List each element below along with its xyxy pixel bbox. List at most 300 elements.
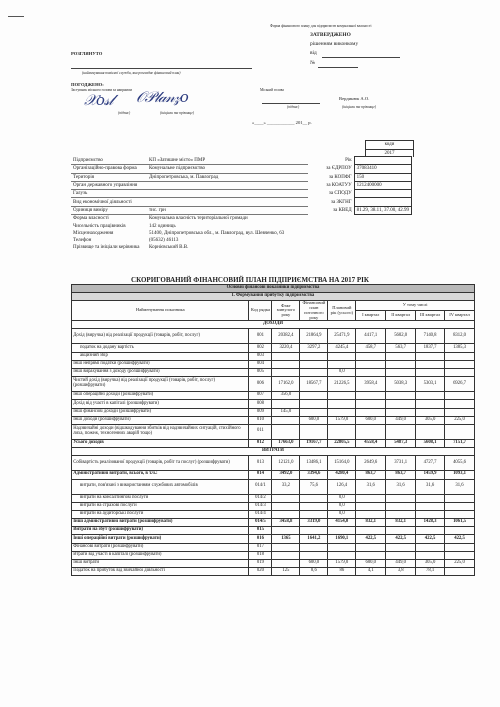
- table-row: [72, 400, 475, 408]
- mayor-sign-caption: (підпис): [287, 105, 300, 109]
- row-value: 1837,7: [416, 344, 445, 352]
- row-value: [416, 502, 445, 510]
- name-caption: (ініціали та прізвище): [160, 111, 195, 115]
- row-code: 017: [249, 543, 272, 551]
- info-code-value: [354, 244, 411, 251]
- header-row: [72, 301, 475, 311]
- table-row: [72, 360, 475, 368]
- row-value: [272, 510, 300, 518]
- row-value: [300, 424, 328, 439]
- row-value: 422,5: [445, 535, 475, 543]
- table-row: [72, 352, 475, 360]
- info-row: [71, 190, 412, 198]
- info-value: 51400, Дніпропетровська обл., м. Павлоград, вул. Шевченко, 63: [149, 230, 285, 236]
- row-value: [300, 408, 328, 416]
- row-value: [386, 510, 416, 518]
- info-label: Телефон: [73, 238, 92, 244]
- row-value: [416, 392, 445, 400]
- info-code-value: [354, 215, 411, 223]
- info-label: Галузь: [71, 190, 147, 198]
- row-value: 31,6: [445, 479, 475, 494]
- row-value: [416, 400, 445, 408]
- info-code-value: [354, 157, 411, 165]
- row-value: 600,0: [300, 560, 328, 568]
- row-value: [272, 560, 300, 568]
- info-row: [71, 165, 412, 173]
- row-value: [300, 400, 328, 408]
- year-value: 2017: [366, 149, 413, 158]
- info-row: [71, 222, 412, 229]
- date-placeholder: «____» ____________ 201__ р.: [252, 120, 312, 125]
- row-name: витрати на страхові послуги: [72, 502, 249, 510]
- row-name: Податок на прибуток від звичайної діяльності: [72, 568, 249, 576]
- row-value: 225,0: [445, 416, 475, 424]
- info-row: [71, 173, 412, 181]
- row-value: [445, 400, 475, 408]
- info-value: тис. грн: [147, 206, 308, 214]
- row-code: 015: [249, 527, 272, 535]
- info-value: Комунальна власність територіальної громади: [149, 216, 248, 222]
- row-value: 1579,0: [328, 416, 356, 424]
- row-value: [356, 400, 386, 408]
- table-row: [72, 494, 475, 502]
- mayor-name-caption: (ініціали та прізвище): [342, 105, 377, 109]
- row-value: [328, 360, 356, 368]
- corner-mark: [8, 16, 24, 17]
- info-label: Територія: [71, 173, 147, 181]
- mayor-sign-line: [262, 103, 320, 104]
- row-value: [272, 416, 300, 424]
- info-code-label: за ЄДРПОУ: [326, 166, 352, 172]
- row-value: [328, 543, 356, 551]
- row-code: 014/5: [249, 519, 272, 527]
- row-value: [416, 424, 445, 439]
- info-label: Місцезнаходження: [73, 230, 114, 236]
- row-code: 010: [249, 416, 272, 424]
- row-value: 3297,2: [300, 344, 328, 352]
- row-value: [416, 408, 445, 416]
- from-line: [322, 57, 400, 58]
- row-value: [445, 543, 475, 551]
- row-value: 0,0: [328, 494, 356, 502]
- row-value: 75,6: [300, 479, 328, 494]
- info-row: [71, 244, 412, 251]
- row-value: 4,1: [356, 568, 386, 576]
- row-value: 832,1: [386, 519, 416, 527]
- row-value: 7151,7: [445, 439, 475, 447]
- row-value: [356, 369, 386, 377]
- row-value: [416, 360, 445, 368]
- row-value: [272, 494, 300, 502]
- row-value: [445, 360, 475, 368]
- row-code: 003: [249, 352, 272, 360]
- row-value: 1428,3: [416, 519, 445, 527]
- info-code-label: [308, 222, 355, 229]
- row-value: [445, 424, 475, 439]
- number-line: [318, 67, 358, 68]
- section-expenses: ВИТРАТИ: [72, 448, 475, 456]
- section-row: [72, 321, 475, 329]
- row-value: 15164,0: [328, 456, 356, 471]
- row-value: 3731,1: [386, 456, 416, 471]
- row-value: 19167,7: [300, 439, 328, 447]
- row-value: [416, 543, 445, 551]
- info-value: КП «Затишне місто» ПМР: [147, 157, 308, 165]
- row-value: 3492,0: [272, 471, 300, 479]
- info-code-value: 81.29, 38.11, 37.00, 42.99: [354, 206, 411, 214]
- row-value: 86: [328, 568, 356, 576]
- row-value: [356, 502, 386, 510]
- row-value: [445, 352, 475, 360]
- row-value: [300, 392, 328, 400]
- info-code-label: [308, 237, 355, 244]
- row-name: Інші вирахування з доходу (розшифрувати): [72, 369, 249, 377]
- row-value: 3958,4: [356, 377, 386, 392]
- row-value: 31,6: [416, 479, 445, 494]
- info-row: [71, 181, 412, 189]
- band-row: [72, 293, 475, 301]
- enterprise-info-table: [71, 156, 412, 252]
- row-code: 019: [249, 560, 272, 568]
- zatverdzheno-label: ЗАТВЕРДЖЕНО: [310, 32, 351, 38]
- section-row: [72, 448, 475, 456]
- row-value: [272, 369, 300, 377]
- row-value: 31,6: [356, 479, 386, 494]
- row-code: 002: [249, 344, 272, 352]
- row-name: Чистий дохід (виручка) від реалізації продукції (товарів, робіт, послуг) (розшифрувати): [72, 377, 249, 392]
- table-row: [72, 377, 475, 392]
- row-value: [416, 527, 445, 535]
- row-value: 22805,5: [328, 439, 356, 447]
- info-code-value: [354, 198, 411, 206]
- info-row: [71, 237, 412, 244]
- row-code: 014/3: [249, 502, 272, 510]
- row-value: 225,0: [445, 560, 475, 568]
- row-name: Адміністративні витрати, всього, в т.ч.:: [72, 471, 249, 479]
- row-value: 5038,3: [386, 377, 416, 392]
- signature-caption: (підпис): [118, 111, 131, 115]
- table-row: [72, 551, 475, 559]
- row-value: [272, 527, 300, 535]
- row-name: Дохід від участі в капіталі (розшифрувати): [72, 400, 249, 408]
- table-row: [72, 568, 475, 576]
- info-value: Комунальне підприємство: [147, 165, 308, 173]
- row-value: 1365: [272, 535, 300, 543]
- row-value: [300, 527, 328, 535]
- row-code: 020: [249, 568, 272, 576]
- row-value: [416, 510, 445, 518]
- row-code: 014/4: [249, 510, 272, 518]
- info-code-label: [308, 215, 355, 223]
- rozhlianuto-label: РОЗГЛЯНУТО: [71, 51, 103, 56]
- band-row: [72, 285, 475, 293]
- row-value: [300, 543, 328, 551]
- info-code-value: [354, 237, 411, 244]
- row-code: 007: [249, 392, 272, 400]
- info-code-label: за КВЕД: [333, 207, 352, 213]
- row-value: 1459,9: [416, 471, 445, 479]
- row-value: [416, 369, 445, 377]
- row-value: 600,0: [356, 416, 386, 424]
- row-name: акцизний збір: [72, 352, 249, 360]
- info-code-label: за ЗКГНГ: [330, 199, 352, 205]
- decision-label: рішенням виконкому: [310, 41, 359, 47]
- info-row: [71, 198, 412, 206]
- row-value: [386, 408, 416, 416]
- table-row: [72, 416, 475, 424]
- row-value: [328, 408, 356, 416]
- row-value: 25471,9: [328, 329, 356, 344]
- row-value: 33,2: [272, 479, 300, 494]
- table-row: [72, 344, 475, 352]
- row-value: [300, 352, 328, 360]
- row-value: 125: [272, 568, 300, 576]
- row-value: [300, 502, 328, 510]
- row-value: [386, 369, 416, 377]
- col-plan-year: Плановий рік (усього): [328, 301, 356, 321]
- table-row: [72, 543, 475, 551]
- info-value: [147, 190, 308, 198]
- row-value: [356, 424, 386, 439]
- row-name: Надзвичайні доходи (відшкодування збитків від надзвичайних ситуацій, стихійного лиха, пожеж, техногенних аварій тощо): [72, 424, 249, 439]
- appendix-note: Форма фінансового плану для підприємств комунальної власності: [270, 24, 372, 28]
- info-label: Вид економічної діяльності: [71, 198, 147, 206]
- row-value: 422,5: [356, 535, 386, 543]
- info-row: [71, 157, 412, 165]
- row-value: [416, 551, 445, 559]
- row-value: [445, 568, 475, 576]
- band-profit-formation: І. Формування прибутку підприємства: [72, 293, 475, 301]
- row-value: [386, 494, 416, 502]
- table-row: [72, 560, 475, 568]
- table-row: [72, 479, 475, 494]
- row-value: [272, 543, 300, 551]
- row-value: 863,7: [386, 471, 416, 479]
- row-value: [356, 527, 386, 535]
- row-value: 832,1: [356, 519, 386, 527]
- row-code: 004: [249, 360, 272, 368]
- row-value: 3458,8: [272, 519, 300, 527]
- row-value: [445, 551, 475, 559]
- signature-1: 𝒳𝑜𝓈𝓁: [84, 91, 113, 109]
- row-value: [386, 352, 416, 360]
- info-label: Форма власності: [73, 216, 109, 222]
- row-value: 4245,4: [328, 344, 356, 352]
- row-code: 014/2: [249, 494, 272, 502]
- row-value: [272, 352, 300, 360]
- row-value: 0,0: [328, 510, 356, 518]
- row-value: 3,8: [386, 568, 416, 576]
- info-row: [71, 206, 412, 214]
- table-row: [72, 502, 475, 510]
- info-label: Прізвище та ініціали керівника: [73, 245, 140, 251]
- row-value: 4727,7: [416, 456, 445, 471]
- row-value: [328, 392, 356, 400]
- row-code: 012: [249, 439, 272, 447]
- mayor-name: Вердинюк А.О.: [339, 96, 370, 101]
- info-value: [147, 198, 308, 206]
- row-value: 4558,4: [356, 439, 386, 447]
- row-value: 145,0: [272, 408, 300, 416]
- row-name: Інші адміністративні витрати (розшифрувати): [72, 519, 249, 527]
- table-row: [72, 519, 475, 527]
- row-value: 3394,6: [300, 471, 328, 479]
- reviewed-caption: (найменування помісної служби, яка розглядає фінансовий план): [82, 71, 181, 75]
- row-name: витрати на аудиторські послуги: [72, 510, 249, 518]
- info-code-value: [354, 190, 411, 198]
- row-value: 4055,6: [445, 456, 475, 471]
- row-value: 600,0: [300, 416, 328, 424]
- number-label: №: [310, 60, 316, 66]
- row-code: 009: [249, 408, 272, 416]
- row-name: Втрати від участі в капіталі (розшифрувати): [72, 551, 249, 559]
- col-fin-plan: Фінансовий план поточного року: [300, 301, 328, 321]
- table-row: [72, 439, 475, 447]
- row-value: 0,0: [328, 369, 356, 377]
- reviewed-line: [71, 68, 252, 69]
- row-value: 18567,7: [300, 377, 328, 392]
- row-code: 014: [249, 471, 272, 479]
- row-name: Собівартість реалізованої продукції (товарів, робіт та послуг) (розшифрувати): [72, 456, 249, 471]
- row-value: [356, 551, 386, 559]
- info-label: Орган державного управління: [71, 181, 147, 189]
- row-value: [445, 408, 475, 416]
- col-q2: ІІ квартал: [386, 311, 416, 321]
- from-label: від: [310, 50, 317, 56]
- col-indicator: Найменування показника: [72, 301, 249, 321]
- table-row: [72, 471, 475, 479]
- row-name: Інші витрати: [72, 560, 249, 568]
- row-value: [272, 360, 300, 368]
- row-value: [272, 551, 300, 559]
- row-value: 422,5: [416, 535, 445, 543]
- table-row: [72, 424, 475, 439]
- info-code-value: [354, 222, 411, 229]
- row-value: 1641,2: [300, 535, 328, 543]
- row-value: 305,0: [416, 560, 445, 568]
- row-value: 5602,0: [386, 329, 416, 344]
- row-value: [300, 510, 328, 518]
- info-code-value: 37083410: [354, 165, 411, 173]
- row-value: [445, 494, 475, 502]
- pohodzheno-label: ПОГОДЖЕНО:: [71, 82, 104, 87]
- info-row: [71, 230, 412, 237]
- row-value: 4154,0: [328, 519, 356, 527]
- row-value: 13486,1: [300, 456, 328, 471]
- row-value: 563,7: [386, 344, 416, 352]
- info-rows: [71, 157, 412, 252]
- row-code: 018: [249, 551, 272, 559]
- row-value: 356,0: [272, 392, 300, 400]
- table-row: [72, 456, 475, 471]
- row-value: 21226,5: [328, 377, 356, 392]
- row-value: 0,0: [328, 502, 356, 510]
- table-row: [72, 329, 475, 344]
- row-code: 016: [249, 535, 272, 543]
- row-value: [386, 502, 416, 510]
- row-value: [356, 510, 386, 518]
- row-value: [356, 360, 386, 368]
- table-row: [72, 392, 475, 400]
- row-code: 001: [249, 329, 272, 344]
- info-value: [147, 181, 308, 189]
- row-value: [356, 392, 386, 400]
- info-code-value: 150: [354, 173, 411, 181]
- col-quarters-group: У тому числі: [356, 301, 475, 311]
- row-value: 4280,4: [328, 471, 356, 479]
- row-value: [416, 352, 445, 360]
- row-value: 4417,1: [356, 329, 386, 344]
- deputy-head-label: Заступник міського голови за напрямом: [71, 88, 132, 92]
- col-code: Код рядка: [249, 301, 272, 321]
- info-label: Підприємство: [71, 157, 147, 165]
- row-value: [445, 369, 475, 377]
- row-value: 1061,5: [445, 519, 475, 527]
- row-value: [300, 369, 328, 377]
- row-value: [356, 543, 386, 551]
- info-code-label: Рік: [345, 158, 352, 164]
- row-value: [356, 494, 386, 502]
- row-name: Дохід (виручка) від реалізації продукції (товарів, робіт, послуг): [72, 329, 249, 344]
- row-value: 1579,0: [328, 560, 356, 568]
- row-value: [386, 551, 416, 559]
- row-code: 014/1: [249, 479, 272, 494]
- table-row: [72, 510, 475, 518]
- row-value: 6926,7: [445, 377, 475, 392]
- row-code: 006: [249, 377, 272, 392]
- row-value: [356, 408, 386, 416]
- row-value: [300, 551, 328, 559]
- row-value: [445, 392, 475, 400]
- row-value: [328, 400, 356, 408]
- section-income: ДОХОДИ: [72, 321, 475, 329]
- info-value: Дніпропетровська, м. Павлоград: [147, 173, 308, 181]
- table-row: [72, 527, 475, 535]
- row-value: [272, 400, 300, 408]
- row-value: [328, 424, 356, 439]
- info-code-value: [354, 230, 411, 237]
- row-value: [328, 551, 356, 559]
- row-value: 21864,9: [300, 329, 328, 344]
- row-value: [328, 352, 356, 360]
- row-value: 449,0: [386, 416, 416, 424]
- row-code: 011: [249, 424, 272, 439]
- row-name: податок на додану вартість: [72, 344, 249, 352]
- info-code-label: за СПОДУ: [328, 191, 352, 197]
- col-q3: ІІІ квартал: [416, 311, 445, 321]
- row-value: 2649,6: [356, 456, 386, 471]
- info-label: Одиниця виміру: [71, 206, 147, 214]
- info-code-label: [308, 244, 355, 251]
- signature-2: 𝒪𝒫𝓁𝒶𝓃𝓏𝑜: [136, 88, 188, 106]
- row-value: 17663,0: [272, 439, 300, 447]
- col-fact: Факт минулого року: [272, 301, 300, 321]
- row-value: 20382,4: [272, 329, 300, 344]
- row-value: 126,4: [328, 479, 356, 494]
- row-value: 422,5: [386, 535, 416, 543]
- row-value: [386, 543, 416, 551]
- row-value: [386, 400, 416, 408]
- row-value: 31,6: [386, 479, 416, 494]
- row-value: 5608,1: [416, 439, 445, 447]
- col-q1: І квартал: [356, 311, 386, 321]
- row-value: [386, 527, 416, 535]
- info-label: Організаційно-правова форма: [71, 165, 147, 173]
- row-name: Усього доходів: [72, 439, 249, 447]
- row-value: [272, 424, 300, 439]
- row-value: 449,0: [386, 560, 416, 568]
- row-value: 1690,1: [328, 535, 356, 543]
